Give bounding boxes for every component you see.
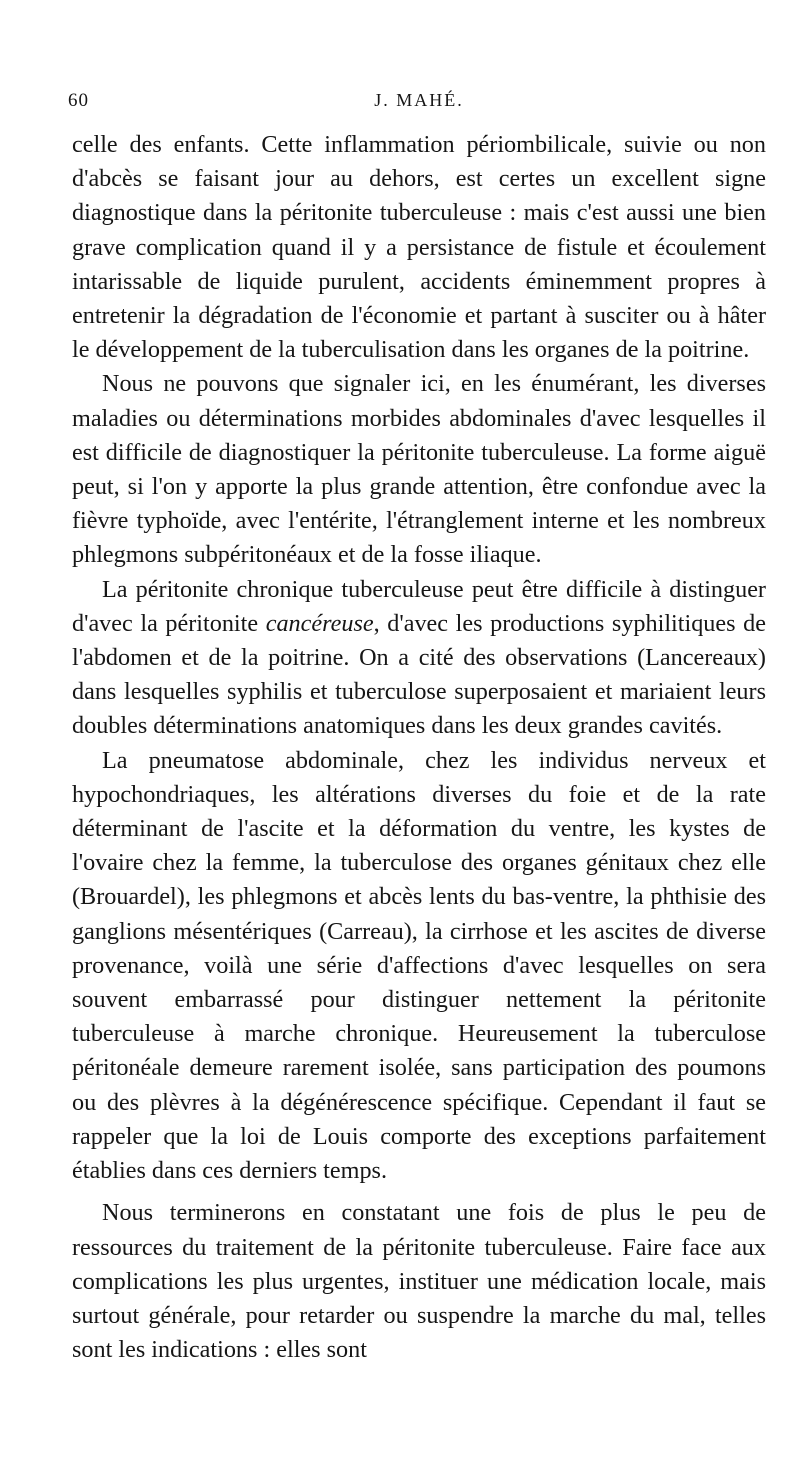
paragraph-1: celle des enfants. Cette inflammation périombilicale, suivie ou non d'abcès se faisant jour au dehors, est certes un excellent signe diagnostique dans la péritonite tuberculeuse : mais c'est aussi une bien grave complication quand il y a persistance de fistule et écoulement intarissable de liquide purulent, accidents éminemment propres à entretenir la dégradation de l'économie et partant à susciter ou à hâter le développement de la tuberculisation dans les organes de la poitrine.: [72, 131, 766, 364]
paragraph-3-part-1: La péritonite chronique tuberculeuse peut être difficile à distinguer d'avec la péritonite: [72, 575, 766, 637]
book-page: [68, 84, 766, 1367]
paragraph-4: La pneumatose abdominale, chez les individus nerveux et hypochondriaques, les altérations diverses du foie et de la rate déterminant de l'ascite et la déformation du ventre, les kystes de l'ovaire chez la femme, la tuberculose des organes génitaux chez elle (Brouardel), les phlegmons et abcès lents du bas-ventre, la phthisie des ganglions mésentériques (Carreau), la cirrhose et les ascites de diverse provenance, voilà une série d'affections d'avec lesquelles on sera souvent embarrassé pour distinguer nettement la péritonite tuberculeuse à marche chronique. Heureusement la tuberculose péritonéale demeure rarement isolée, sans participation des poumons ou des plèvres à la dégénérescence spécifique. Cependant il faut se rappeler que la loi de Louis comporte des exceptions parfaitement établies dans ces derniers temps.: [72, 746, 766, 1185]
page-header: [68, 84, 766, 118]
running-head: J. MAHÉ.: [374, 90, 464, 110]
body-text: [72, 128, 766, 1367]
page-number: 60: [68, 90, 89, 111]
paragraph-3: [72, 573, 766, 744]
italic-term: cancéreuse: [265, 609, 374, 637]
paragraph-5: Nous terminerons en constatant une fois de plus le peu de ressources du traitement de la péritonite tuberculeuse. Faire face aux complications les plus urgentes, instituer une médication locale, mais surtout générale, pour retarder ou suspendre la marche du mal, telles sont les indications : elles sont: [72, 1199, 766, 1364]
paragraph-2: Nous ne pouvons que signaler ici, en les énumérant, les diverses maladies ou déterminations morbides abdominales d'avec lesquelles il est difficile de diagnostiquer la péritonite tuberculeuse. La forme aiguë peut, si l'on y apporte la plus grande attention, être confondue avec la fièvre typhoïde, avec l'entérite, l'étranglement interne et les nombreux phlegmons subpéritonéaux et de la fosse iliaque.: [72, 370, 766, 569]
paragraph-3-part-2: , d'avec les productions syphilitiques de l'abdomen et de la poitrine. On a cité des observations (Lancereaux) dans lesquelles syphilis et tuberculose superposaient et mariaient leurs doubles déterminations anatomiques dans les deux grandes cavités.: [72, 609, 766, 740]
